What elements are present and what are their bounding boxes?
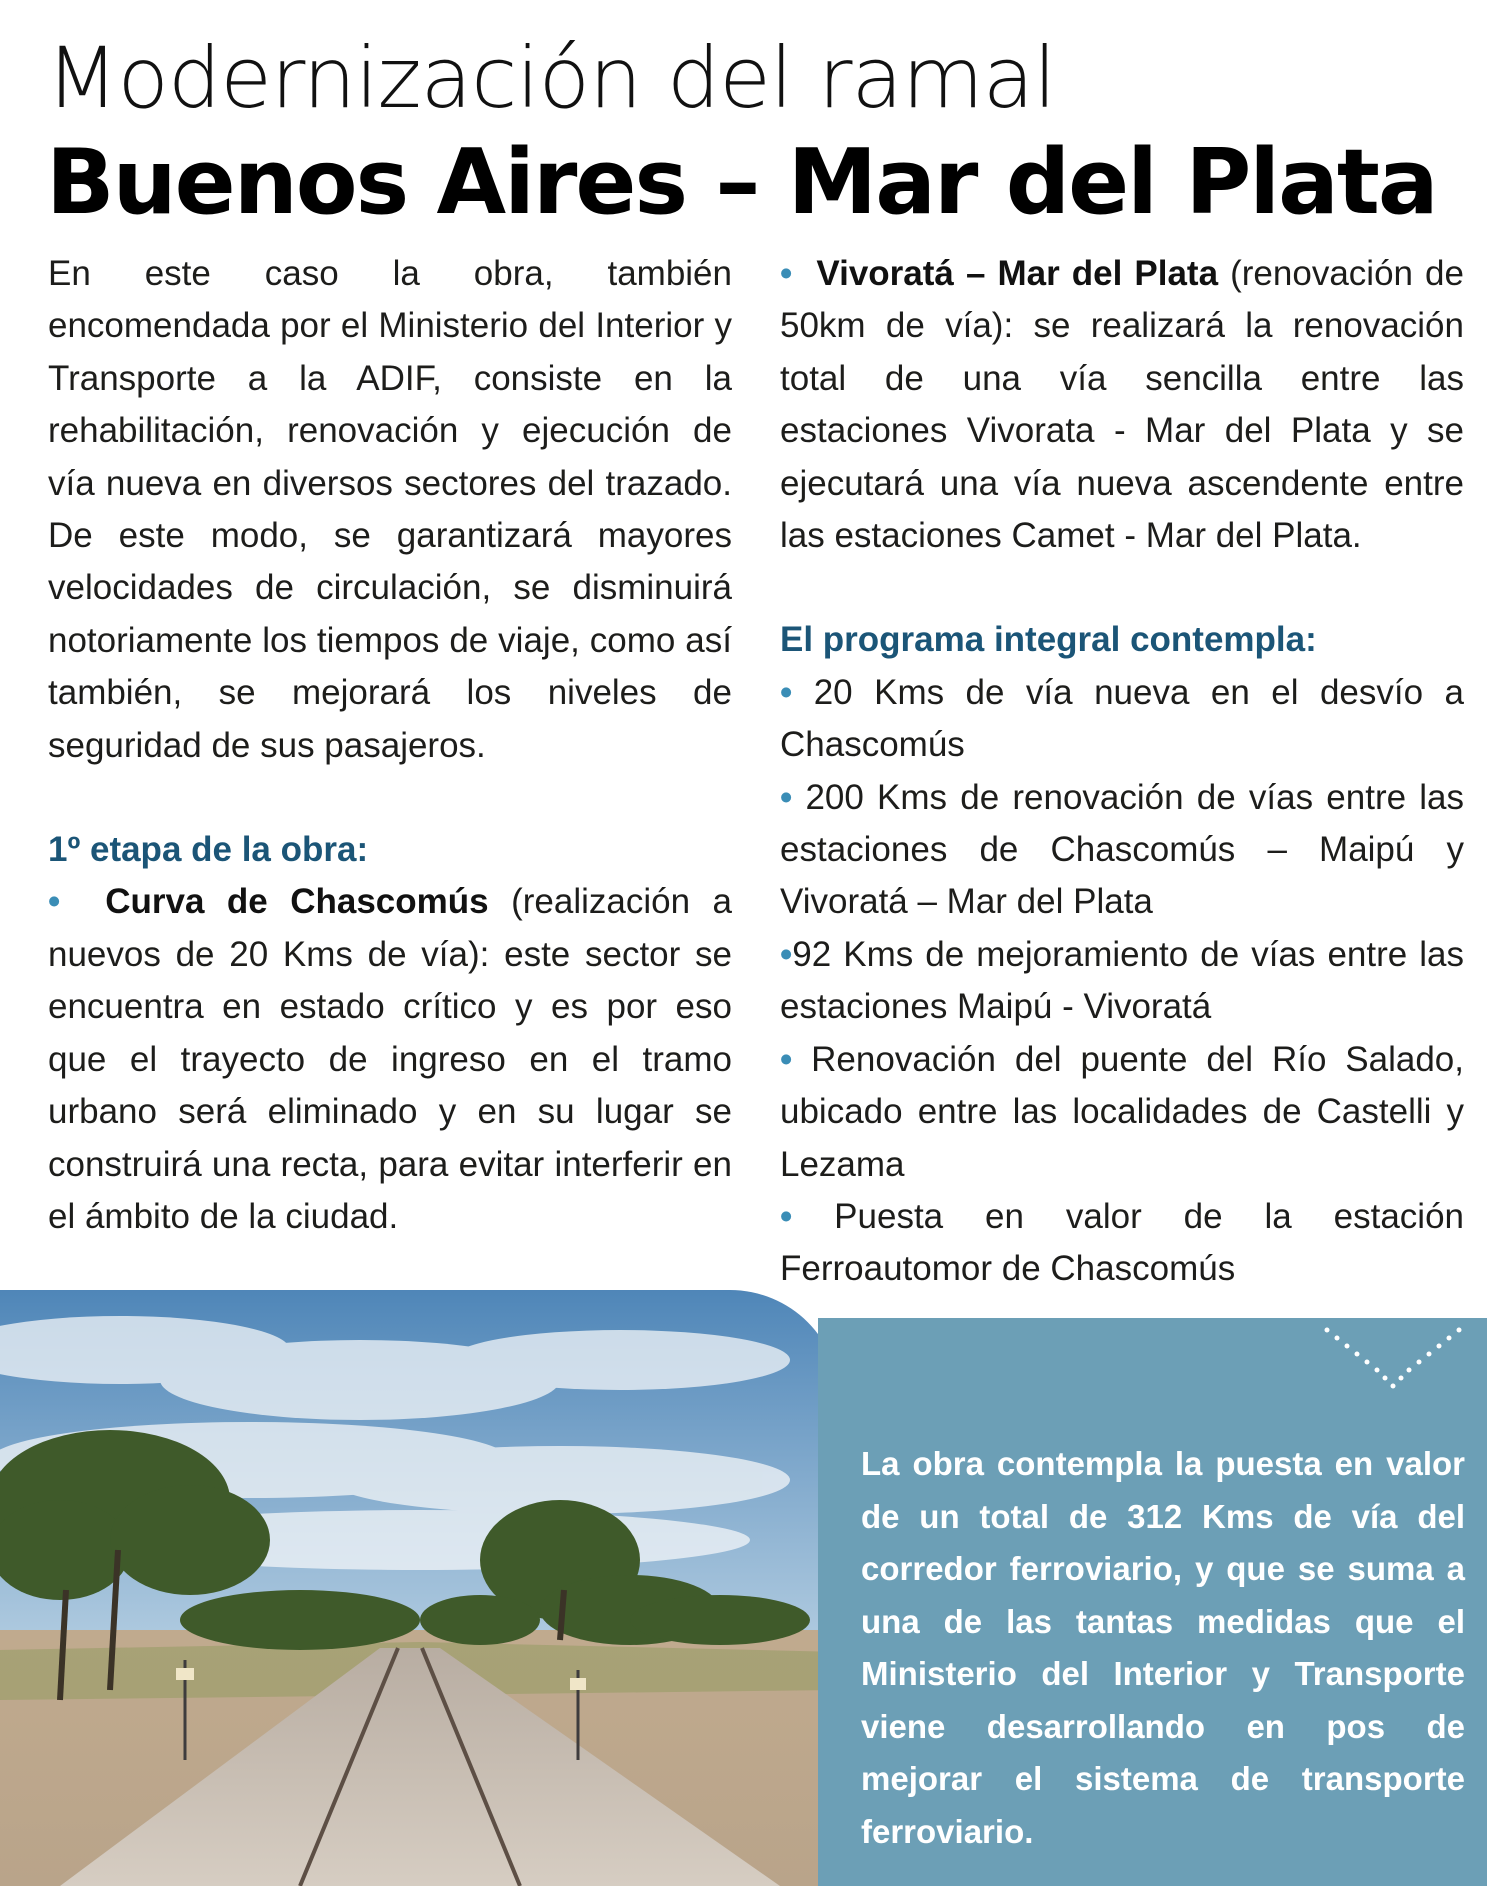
item-title: Vivoratá – Mar del Plata bbox=[816, 254, 1219, 293]
railway-photo bbox=[0, 1290, 840, 1886]
stage1-heading: 1º etapa de la obra: bbox=[48, 830, 369, 870]
item-text: (renovación de 50km de vía): se realizará la renovación total de una vía sencilla entre las estaciones Vivorata - Mar del Plata y se ejecutará una vía nueva ascendente entre las estaciones Camet - Mar del Plata. bbox=[780, 254, 1464, 556]
page-subtitle: Buenos Aires – Mar del Plata bbox=[46, 130, 1437, 235]
bullet-icon: • bbox=[780, 1039, 793, 1079]
item-title: Curva de Chascomús bbox=[105, 882, 489, 922]
list-item: • Puesta en valor de la estación Ferroautomor de Chascomús bbox=[780, 1196, 1464, 1289]
list-item: • 20 Kms de vía nueva en el desvío a Chascomús bbox=[780, 672, 1464, 765]
left-column bbox=[48, 248, 732, 1243]
bullet-icon: • bbox=[780, 1196, 793, 1236]
bullet-icon: • bbox=[780, 934, 793, 974]
chevron-down-icon bbox=[1323, 1326, 1463, 1402]
right-column bbox=[780, 248, 1464, 1296]
bullet-icon: • bbox=[780, 777, 793, 817]
bullet-icon: • bbox=[780, 254, 793, 293]
list-item bbox=[780, 248, 1464, 562]
callout-box bbox=[818, 1318, 1487, 1886]
list-item: • 200 Kms de renovación de vías entre las estaciones de Chascomús – Maipú y Vivoratá – Mar del Plata bbox=[780, 777, 1464, 922]
callout-text: La obra contempla la puesta en valor de un total de 312 Kms de vía del corredor ferroviario, y que se suma a una de las tantas medidas que el Ministerio del Interior y Transporte viene desarrollando en pos de mejorar el sistema de transporte ferroviario. bbox=[861, 1445, 1465, 1850]
bullet-icon: • bbox=[48, 882, 61, 922]
intro-paragraph: En este caso la obra, también encomendada por el Ministerio del Interior y Transporte a la ADIF, consiste en la rehabilitación, renovación y ejecución de vía nueva en diversos sectores del trazado. De este modo, se garantizará mayores velocidades de circulación, se disminuirá notoriamente los tiempos de viaje, como así también, se mejorará los niveles de seguridad de sus pasajeros. bbox=[48, 254, 732, 765]
list-item: • Renovación del puente del Río Salado, ubicado entre las localidades de Castelli y Lezama bbox=[780, 1039, 1464, 1184]
page-title: Modernización del ramal bbox=[46, 29, 1056, 127]
program-heading: El programa integral contempla: bbox=[780, 620, 1317, 660]
list-item: •92 Kms de mejoramiento de vías entre las estaciones Maipú - Vivoratá bbox=[780, 934, 1464, 1027]
item-text: (realización a nuevos de 20 Kms de vía): este sector se encuentra en estado crítico y es por eso que el trayecto de ingreso en el tramo urbano será eliminado y en su lugar se construirá una recta, para evitar interferir en el ámbito de la ciudad. bbox=[48, 882, 732, 1236]
list-item bbox=[48, 876, 732, 1243]
bullet-icon: • bbox=[780, 672, 793, 712]
